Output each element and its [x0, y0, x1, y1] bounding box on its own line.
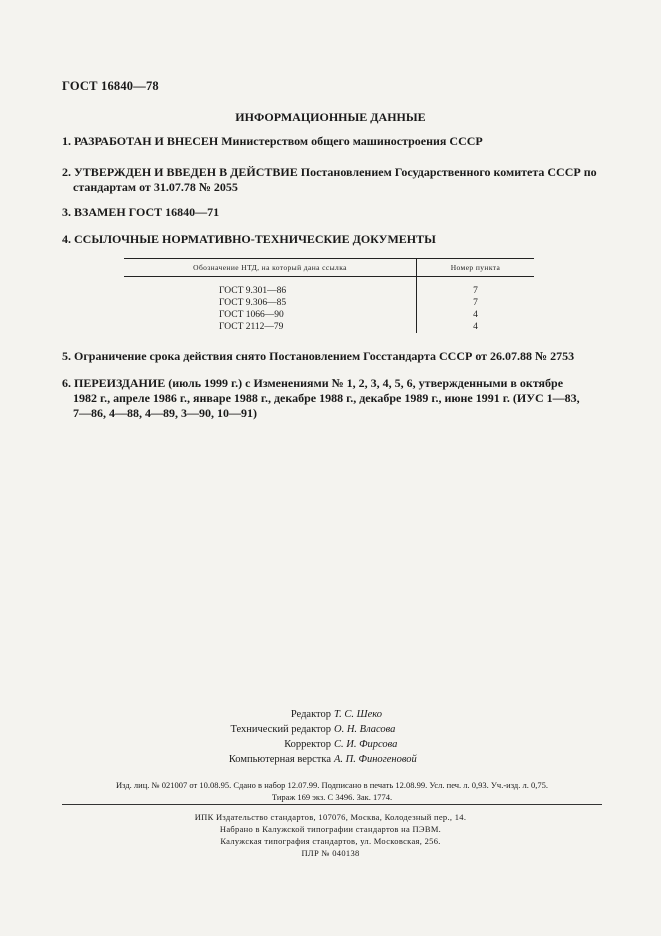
- section-6-line-2: 1982 г., апреле 1986 г., январе 1988 г., декабре 1988 г., декабре 1989 г., июне 1991 г. (ИУС 1—83,: [73, 391, 580, 405]
- column-header-item: Номер пункта: [450, 263, 501, 272]
- publisher-line-2: Набрано в Калужской типографии стандартов на ПЭВМ.: [219, 824, 442, 834]
- section-4: 4. ССЫЛОЧНЫЕ НОРМАТИВНО-ТЕХНИЧЕСКИЕ ДОКУМЕНТЫ: [62, 232, 436, 246]
- table-row: [124, 297, 534, 309]
- credit-name: О. Н. Власова: [334, 724, 396, 735]
- credit-line: [0, 752, 661, 767]
- publisher-info: [0, 811, 661, 859]
- table-cell-item: 7: [473, 286, 478, 296]
- section-6: [62, 376, 602, 421]
- table-cell-document: ГОСТ 9.306—85: [219, 298, 287, 308]
- table-row: [124, 321, 534, 333]
- standard-code: ГОСТ 16840—78: [62, 79, 159, 93]
- table-cell-item: 7: [473, 298, 478, 308]
- credit-name: С. И. Фирсова: [334, 739, 398, 750]
- divider-line: [62, 804, 602, 805]
- section-2: [62, 165, 602, 195]
- publisher-line-1: ИПК Издательство стандартов, 107076, Москва, Колодезный пер., 14.: [194, 812, 467, 822]
- section-2-line-2: стандартам от 31.07.78 № 2055: [73, 180, 238, 194]
- reference-table: [124, 258, 534, 333]
- section-3: 3. ВЗАМЕН ГОСТ 16840—71: [62, 205, 220, 219]
- imprint-line-1: Изд. лиц. № 021007 от 10.08.95. Сдано в набор 12.07.99. Подписано в печать 12.08.99. Усл. печ. л. 0,93. Уч.-изд. л. 0,75.: [116, 780, 548, 790]
- section-6-line-1: 6. ПЕРЕИЗДАНИЕ (июль 1999 г.) с Изменениями № 1, 2, 3, 4, 5, 6, утвержденными в октябре: [62, 376, 564, 390]
- credit-name: А. П. Финогеновой: [334, 754, 417, 765]
- credit-line: [0, 737, 661, 752]
- publisher-line-4: ПЛР № 040138: [301, 848, 360, 858]
- imprint-info: [62, 779, 602, 803]
- credit-line: [0, 707, 661, 722]
- table-row: [124, 285, 534, 297]
- page-title: ИНФОРМАЦИОННЫЕ ДАННЫЕ: [235, 110, 426, 124]
- table-cell-item: 4: [473, 310, 478, 320]
- section-6-line-3: 7—86, 4—88, 4—89, 3—90, 10—91): [73, 406, 257, 420]
- credit-role: Редактор: [290, 709, 331, 720]
- table-cell-document: ГОСТ 2112—79: [219, 322, 284, 332]
- table-cell-document: ГОСТ 1066—90: [219, 310, 284, 320]
- publisher-line-3: Калужская типография стандартов, ул. Московская, 256.: [220, 836, 441, 846]
- table-header: [124, 259, 534, 277]
- section-2-line-1: 2. УТВЕРЖДЕН И ВВЕДЕН В ДЕЙСТВИЕ Постановлением Государственного комитета СССР по: [62, 165, 597, 179]
- credits-block: [0, 707, 661, 767]
- table-row: [124, 309, 534, 321]
- table-cell-document: ГОСТ 9.301—86: [219, 286, 287, 296]
- table-cell-item: 4: [473, 322, 478, 332]
- credit-role: Корректор: [284, 739, 331, 750]
- credit-name: Т. С. Шеко: [334, 709, 383, 720]
- section-5: 5. Ограничение срока действия снято Постановлением Госстандарта СССР от 26.07.88 № 2753: [62, 349, 575, 363]
- section-1: 1. РАЗРАБОТАН И ВНЕСЕН Министерством общего машиностроения СССР: [62, 134, 483, 148]
- imprint-line-2: Тираж 169 экз. С 3496. Зак. 1774.: [271, 792, 393, 802]
- table-body: [124, 285, 534, 333]
- credit-role: Компьютерная верстка: [228, 754, 331, 765]
- credit-line: [0, 722, 661, 737]
- column-header-document: Обозначение НТД, на который дана ссылка: [193, 263, 347, 272]
- credit-role: Технический редактор: [230, 724, 331, 735]
